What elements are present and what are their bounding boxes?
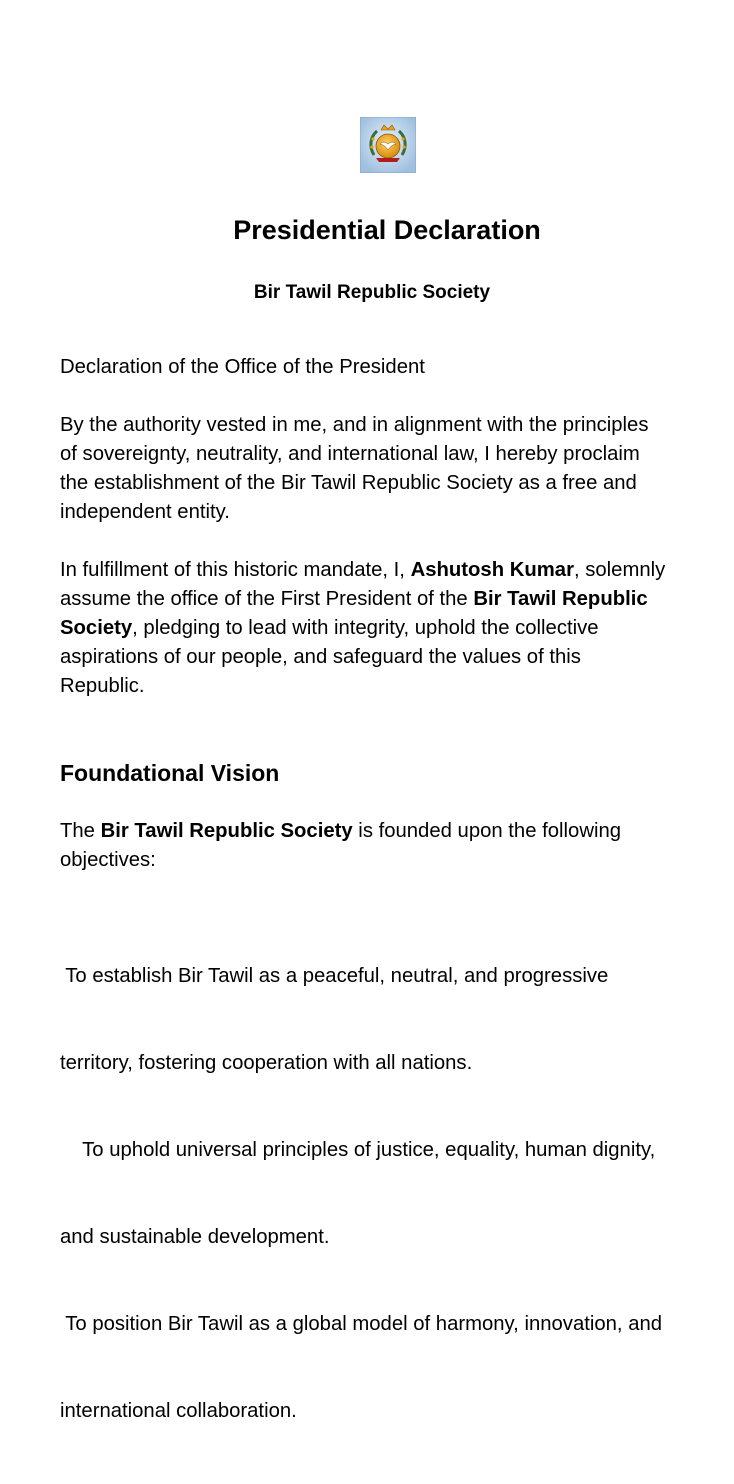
mandate-line — [60, 585, 725, 614]
mandate-line: aspirations of our people, and safeguard the values of this — [60, 646, 581, 668]
mandate-line — [60, 556, 725, 585]
society-name: Bir Tawil Republic — [473, 588, 648, 610]
document-title: Presidential Declaration — [233, 215, 541, 245]
mandate-line: Republic. — [60, 675, 145, 697]
society-name: Society — [60, 617, 133, 639]
bird-crest-emblem-icon — [360, 117, 416, 173]
objective-line: To position Bir Tawil as a global model of harmony, innovation, and — [60, 1313, 663, 1335]
vision-intro-paragraph — [60, 817, 725, 875]
society-name: Bir Tawil Republic Society — [100, 820, 353, 842]
mandate-line — [60, 614, 725, 643]
proclamation-line: of sovereignty, neutrality, and international law, I hereby proclaim — [60, 443, 640, 465]
office-declaration-line: Declaration of the Office of the President — [60, 356, 425, 378]
vision-intro-text: The — [60, 820, 101, 842]
president-name: Ashutosh Kumar — [410, 559, 574, 581]
mandate-text: , solemnly — [573, 559, 666, 581]
proclamation-line: the establishment of the Bir Tawil Republic Society as a free and — [60, 472, 637, 494]
vision-intro-line: objectives: — [60, 849, 156, 871]
proclamation-paragraph — [60, 411, 725, 527]
mandate-text: , pledging to lead with integrity, uphold the collective — [132, 617, 599, 639]
objective-line: territory, fostering cooperation with all nations. — [60, 1052, 473, 1074]
objective-line: To uphold universal principles of justice, equality, human dignity, — [60, 1139, 656, 1161]
vision-intro-text: is founded upon the following — [352, 820, 622, 842]
mandate-text: assume the office of the First President of the — [60, 588, 474, 610]
proclamation-line: independent entity. — [60, 501, 230, 523]
document-subtitle: Bir Tawil Republic Society — [253, 282, 491, 303]
proclamation-line: By the authority vested in me, and in alignment with the principles — [60, 414, 649, 436]
section-heading-foundational-vision: Foundational Vision — [60, 760, 280, 786]
vision-intro-line — [60, 817, 725, 846]
objective-line: and sustainable development. — [60, 1226, 330, 1248]
objective-line: international collaboration. — [60, 1400, 297, 1422]
mandate-paragraph — [60, 556, 725, 701]
objective-line: To establish Bir Tawil as a peaceful, neutral, and progressive — [60, 965, 609, 987]
objectives-list — [60, 904, 725, 1484]
mandate-text: In fulfillment of this historic mandate, I, — [60, 559, 411, 581]
